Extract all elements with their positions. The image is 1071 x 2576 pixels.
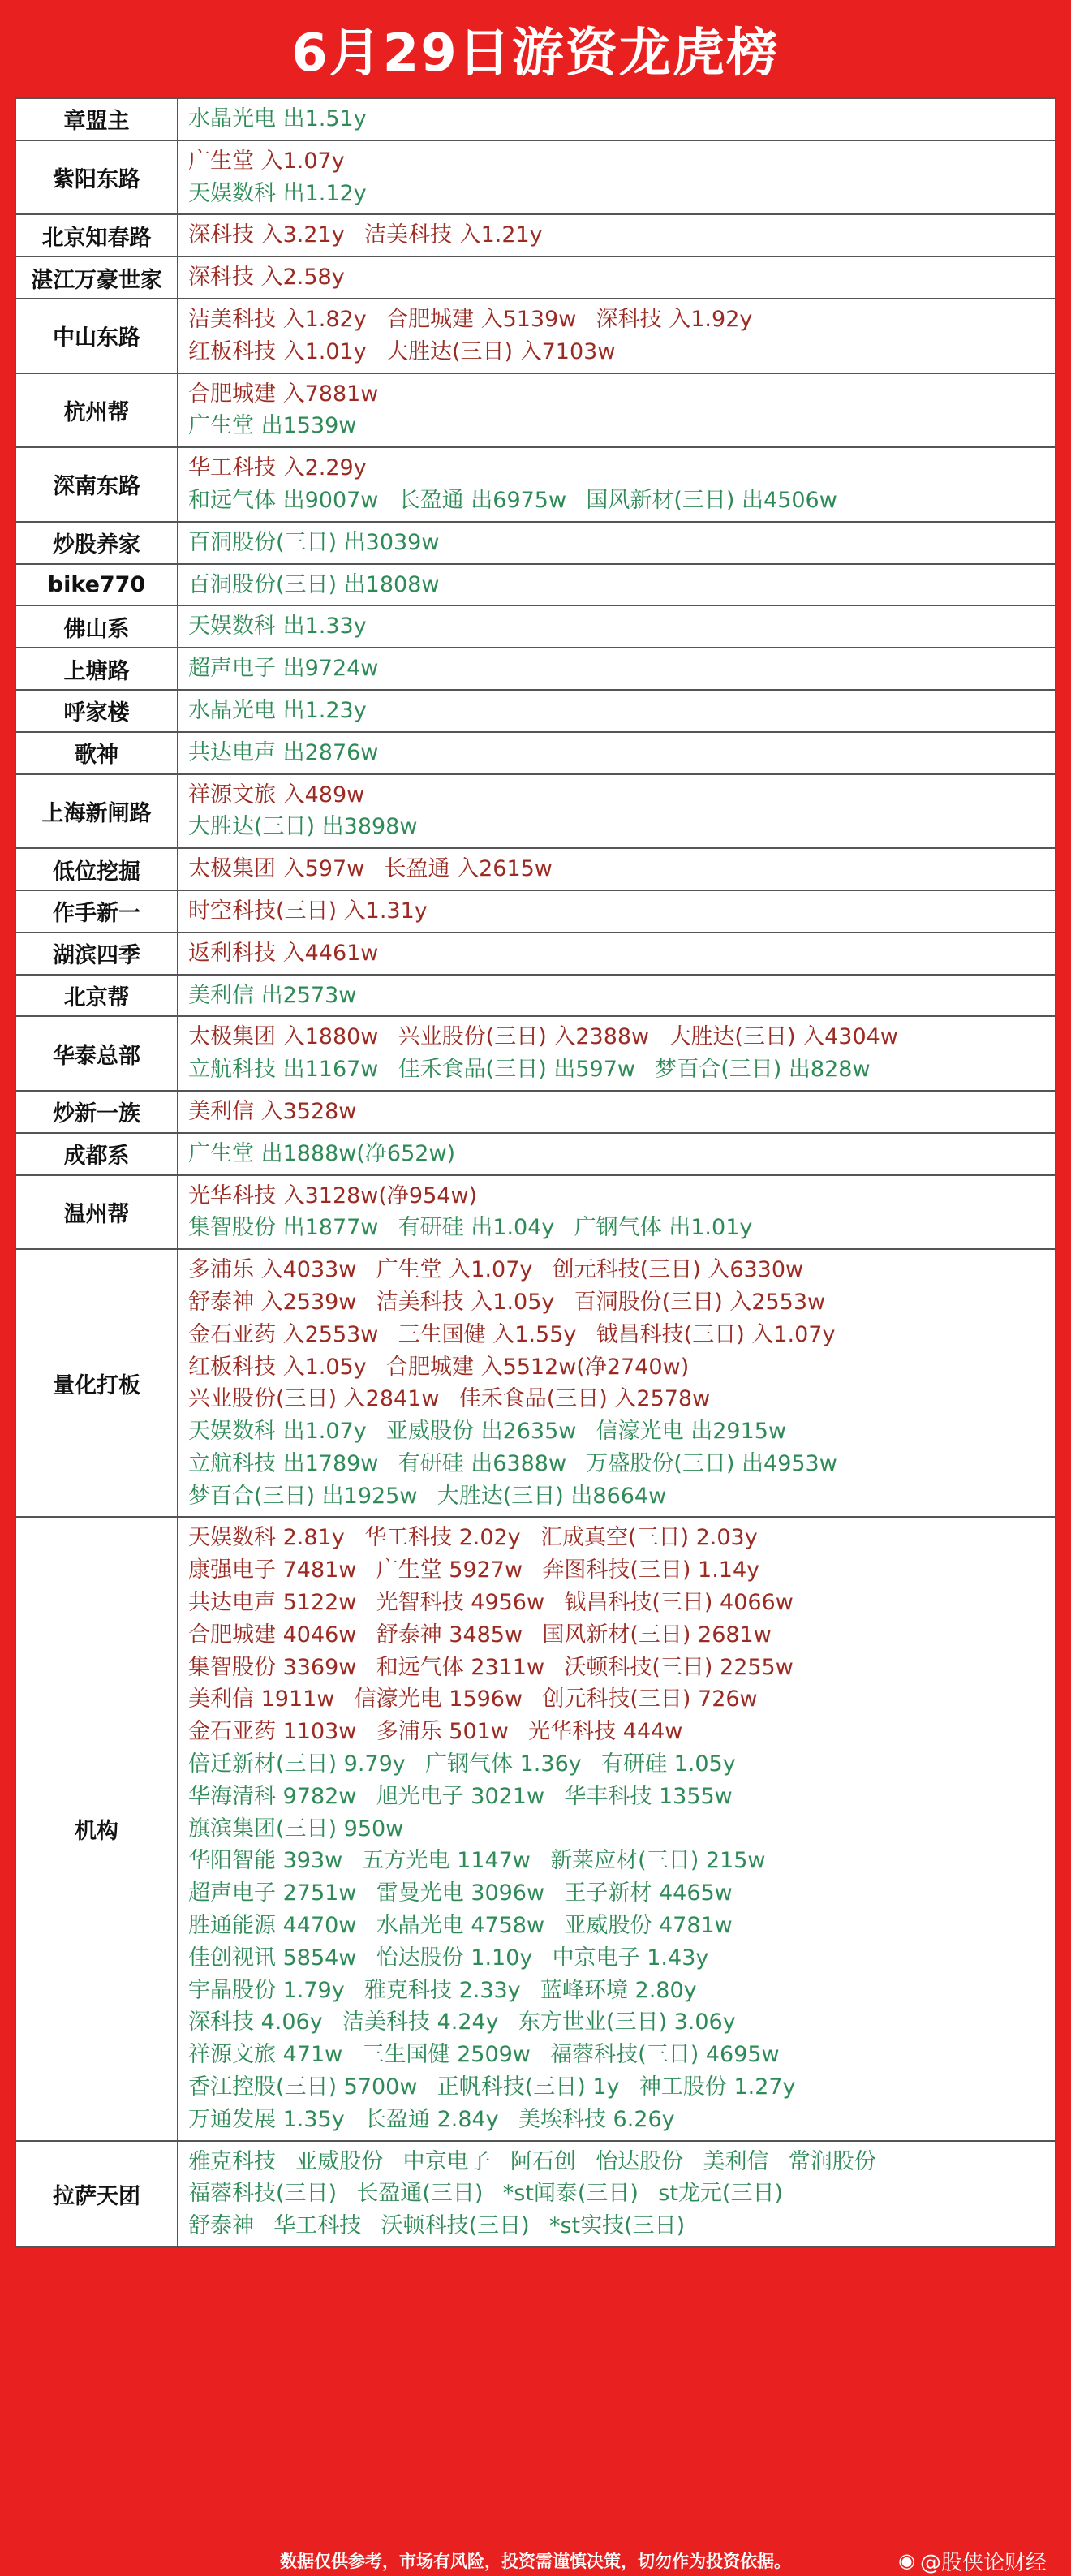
trader-name: 深南东路: [16, 448, 178, 521]
trade-sell: 百洞股份(三日) 出3039w: [188, 529, 440, 555]
trade-line: [188, 1480, 1055, 1513]
trade-sell: 大胜达(三日) 出8664w: [437, 1483, 667, 1509]
trade-line: [188, 304, 1055, 336]
trade-buy: 天娱数科 2.81y: [188, 1525, 345, 1551]
trade-buy: 百洞股份(三日) 入2553w: [574, 1289, 826, 1315]
table-row: [16, 215, 1055, 257]
trade-sell: 广钢气体 出1.01y: [574, 1215, 753, 1241]
trade-line: [188, 1683, 1055, 1716]
trade-sell: 天娱数科 出1.33y: [188, 614, 367, 640]
trade-line: [188, 1286, 1055, 1319]
ranking-table: [15, 97, 1056, 2248]
trade-sell: 旗滨集团(三日) 950w: [188, 1816, 404, 1842]
trade-sell: 美利信: [703, 2148, 769, 2174]
trader-name: 作手新一: [16, 891, 178, 932]
trade-line: [188, 1180, 1055, 1213]
trade-line: [188, 980, 1055, 1012]
trades-cell: [178, 1017, 1055, 1090]
trade-buy: 合肥城建 4046w: [188, 1622, 357, 1648]
page-title: 6月29日游资龙虎榜: [291, 24, 780, 84]
trades-cell: [178, 215, 1055, 256]
disclaimer: 数据仅供参考，市场有风险，投资需谨慎决策，切勿作为投资依据。: [280, 2552, 791, 2571]
trade-line: [188, 1716, 1055, 1748]
trade-sell: 美利信 出2573w: [188, 982, 357, 1008]
trades-cell: [178, 299, 1055, 373]
trade-buy: 广生堂 5927w: [376, 1557, 523, 1583]
trades-cell: [178, 648, 1055, 689]
trader-name: 歌神: [16, 733, 178, 773]
trade-sell: 祥源文旅 471w: [188, 2042, 343, 2068]
trade-line: [188, 1942, 1055, 1975]
trade-buy: 返利科技 入4461w: [188, 940, 379, 966]
trades-cell: [178, 733, 1055, 773]
trade-buy: 深科技 入2.58y: [188, 265, 345, 291]
table-row: [16, 257, 1055, 299]
trade-line: [188, 1448, 1055, 1480]
trade-line: [188, 779, 1055, 812]
trade-line: [188, 1021, 1055, 1053]
trade-sell: 福蓉科技(三日) 4695w: [550, 2042, 780, 2068]
trade-sell: 广钢气体 1.36y: [425, 1751, 582, 1777]
trade-buy: 多浦乐 501w: [376, 1719, 509, 1745]
trade-line: [188, 485, 1055, 517]
trade-line: [188, 2006, 1055, 2039]
trade-buy: 沃顿科技(三日) 2255w: [564, 1654, 794, 1680]
trade-line: [188, 378, 1055, 411]
trade-line: [188, 695, 1055, 727]
trade-buy: 信濠光电 1596w: [354, 1686, 523, 1712]
trade-line: [188, 811, 1055, 843]
trade-sell: 华丰科技 1355w: [564, 1783, 733, 1809]
trades-cell: [178, 99, 1055, 140]
trade-line: [188, 410, 1055, 442]
table-row: [16, 1017, 1055, 1092]
trade-line: [188, 2104, 1055, 2136]
trades-cell: [178, 849, 1055, 890]
trade-line: [188, 219, 1055, 252]
trades-cell: [178, 1176, 1055, 1249]
trades-cell: [178, 565, 1055, 605]
trade-buy: 美利信 入3528w: [188, 1098, 357, 1124]
trade-sell: *st闻泰(三日): [502, 2181, 639, 2207]
trader-name: 佛山系: [16, 606, 178, 647]
trade-buy: 洁美科技 入1.05y: [376, 1289, 555, 1315]
trader-name: 中山东路: [16, 299, 178, 373]
watermark: [898, 2547, 1047, 2574]
trade-buy: 洁美科技 入1.21y: [363, 222, 543, 248]
trade-line: [188, 1813, 1055, 1846]
trade-sell: 信濠光电 出2915w: [596, 1419, 787, 1445]
trader-name: 上塘路: [16, 648, 178, 689]
table-row: [16, 299, 1055, 374]
trade-line: [188, 653, 1055, 685]
trades-cell: [178, 2142, 1055, 2246]
trade-buy: 集智股份 3369w: [188, 1654, 357, 1680]
trade-sell: 华工科技: [273, 2213, 362, 2239]
trade-buy: 祥源文旅 入489w: [188, 782, 365, 808]
trade-sell: 神工股份 1.27y: [639, 2074, 796, 2100]
trade-sell: 水晶光电 4758w: [376, 1913, 545, 1939]
trade-buy: 舒泰神 入2539w: [188, 1289, 357, 1315]
trade-line: [188, 261, 1055, 294]
trade-buy: 合肥城建 入5512w(净2740w): [385, 1354, 690, 1380]
trade-line: [188, 336, 1055, 368]
trade-sell: 雅克科技: [188, 2148, 276, 2174]
trade-sell: 亚威股份 出2635w: [385, 1419, 577, 1445]
trader-name: 拉萨天团: [16, 2142, 178, 2246]
trade-sell: 雅克科技 2.33y: [363, 1977, 521, 2003]
trader-name: 呼家楼: [16, 691, 178, 731]
trader-name: 北京知春路: [16, 215, 178, 256]
trade-buy: 洁美科技 入1.82y: [188, 306, 367, 332]
trade-sell: 阿石创: [510, 2148, 576, 2174]
trade-sell: 东方世业(三日) 3.06y: [518, 2010, 736, 2035]
trade-buy: 共达电声 5122w: [188, 1590, 357, 1616]
trade-line: [188, 2178, 1055, 2210]
trade-buy: 广生堂 入1.07y: [188, 148, 345, 174]
table-row: [16, 976, 1055, 1018]
trade-line: [188, 569, 1055, 601]
trade-sell: 华海清科 9782w: [188, 1783, 357, 1809]
trade-line: [188, 1845, 1055, 1877]
trader-name: 北京帮: [16, 976, 178, 1016]
trade-sell: 长盈通(三日): [356, 2181, 484, 2207]
trade-sell: 美埃科技 6.26y: [518, 2106, 675, 2132]
trade-buy: 广生堂 入1.07y: [376, 1257, 533, 1283]
trade-line: [188, 895, 1055, 928]
trade-line: [188, 610, 1055, 643]
trades-cell: [178, 141, 1055, 214]
trade-sell: 三生国健 2509w: [362, 2042, 531, 2068]
trade-sell: 梦百合(三日) 出1925w: [188, 1483, 418, 1509]
trade-buy: 康强电子 7481w: [188, 1557, 357, 1583]
trade-sell: 旭光电子 3021w: [376, 1783, 545, 1809]
trade-sell: 舒泰神: [188, 2213, 254, 2239]
trade-buy: 金石亚药 入2553w: [188, 1321, 379, 1347]
trader-name: 上海新闸路: [16, 775, 178, 848]
trade-sell: 香江控股(三日) 5700w: [188, 2074, 418, 2100]
trader-name: bike770: [16, 565, 178, 605]
table-row: [16, 565, 1055, 607]
trade-line: [188, 1254, 1055, 1286]
trade-sell: 有研硅 1.05y: [601, 1751, 736, 1777]
trade-sell: 超声电子 出9724w: [188, 656, 379, 682]
table-row: [16, 648, 1055, 691]
trade-sell: 和远气体 出9007w: [188, 487, 379, 513]
trade-line: [188, 527, 1055, 559]
trade-buy: 合肥城建 入7881w: [188, 381, 379, 407]
trade-buy: 长盈通 入2615w: [384, 856, 553, 882]
trade-buy: 红板科技 入1.01y: [188, 338, 367, 364]
trade-line: [188, 1619, 1055, 1652]
trade-line: [188, 1415, 1055, 1448]
trades-cell: [178, 1250, 1055, 1516]
trade-buy: 光华科技 444w: [528, 1719, 683, 1745]
trade-sell: 有研硅 出1.04y: [398, 1215, 555, 1241]
trade-line: [188, 1877, 1055, 1910]
trade-sell: 中京电子 1.43y: [552, 1945, 709, 1971]
trade-sell: 福蓉科技(三日): [188, 2181, 338, 2207]
trade-buy: 国风新材(三日) 2681w: [542, 1622, 772, 1648]
trade-sell: 倍迁新材(三日) 9.79y: [188, 1751, 406, 1777]
trade-buy: 钺昌科技(三日) 4066w: [564, 1590, 794, 1616]
trade-buy: 红板科技 入1.05y: [188, 1354, 367, 1380]
trade-sell: 长盈通 2.84y: [363, 2106, 499, 2132]
trader-name: 湛江万豪世家: [16, 257, 178, 298]
trade-buy: 兴业股份(三日) 入2841w: [188, 1386, 440, 1412]
trade-sell: 广生堂 出1888w(净652w): [188, 1140, 456, 1166]
table-row: [16, 891, 1055, 933]
trade-sell: 五方光电 1147w: [362, 1848, 531, 1874]
table-row: [16, 606, 1055, 648]
trades-cell: [178, 775, 1055, 848]
trade-buy: 舒泰神 3485w: [376, 1622, 523, 1648]
trade-sell: 水晶光电 出1.51y: [188, 106, 367, 131]
table-row: [16, 691, 1055, 733]
table-row: [16, 1518, 1055, 2141]
trade-line: [188, 1053, 1055, 1086]
trade-buy: 多浦乐 入4033w: [188, 1257, 357, 1283]
trader-name: 炒股养家: [16, 523, 178, 563]
trades-cell: [178, 523, 1055, 563]
trade-line: [188, 1383, 1055, 1415]
trade-line: [188, 178, 1055, 210]
trades-cell: [178, 374, 1055, 447]
trade-line: [188, 2071, 1055, 2104]
trade-buy: 美利信 1911w: [188, 1686, 335, 1712]
trades-cell: [178, 933, 1055, 974]
trader-name: 湖滨四季: [16, 933, 178, 974]
trade-buy: 时空科技(三日) 入1.31y: [188, 898, 428, 924]
trade-line: [188, 1319, 1055, 1351]
trade-buy: 金石亚药 1103w: [188, 1719, 357, 1745]
trade-line: [188, 2146, 1055, 2178]
table-row: [16, 374, 1055, 449]
trades-cell: [178, 448, 1055, 521]
trade-line: [188, 853, 1055, 885]
trade-sell: 共达电声 出2876w: [188, 739, 379, 765]
trade-buy: 创元科技(三日) 入6330w: [552, 1257, 804, 1283]
trade-sell: 王子新材 4465w: [564, 1880, 733, 1906]
trade-sell: 洁美科技 4.24y: [342, 2010, 499, 2035]
trade-buy: 汇成真空(三日) 2.03y: [540, 1525, 758, 1551]
table-row: [16, 523, 1055, 565]
trade-sell: 天娱数科 出1.12y: [188, 180, 367, 206]
trade-line: [188, 1748, 1055, 1781]
trade-sell: 国风新材(三日) 出4506w: [586, 487, 837, 513]
trade-sell: 佳禾食品(三日) 出597w: [398, 1057, 635, 1083]
trade-buy: 深科技 入3.21y: [188, 222, 345, 248]
table-row: [16, 849, 1055, 891]
trade-sell: 大胜达(三日) 出3898w: [188, 814, 418, 840]
trade-sell: 梦百合(三日) 出828w: [655, 1057, 871, 1083]
table-row: [16, 2142, 1055, 2246]
trade-buy: 太极集团 入597w: [188, 856, 365, 882]
trades-cell: [178, 691, 1055, 731]
trade-line: [188, 1212, 1055, 1244]
watermark-text: @股侠论财经: [919, 2550, 1047, 2575]
trade-line: [188, 452, 1055, 485]
trades-cell: [178, 1518, 1055, 2139]
trade-sell: 有研硅 出6388w: [398, 1450, 567, 1476]
trade-buy: 和远气体 2311w: [376, 1654, 545, 1680]
trades-cell: [178, 976, 1055, 1016]
trade-sell: 广生堂 出1539w: [188, 413, 357, 439]
trades-cell: [178, 891, 1055, 932]
trade-sell: 万通发展 1.35y: [188, 2106, 345, 2132]
trade-line: [188, 1781, 1055, 1813]
trade-sell: 正帆科技(三日) 1y: [437, 2074, 620, 2100]
trade-sell: 集智股份 出1877w: [188, 1215, 379, 1241]
trade-sell: 新莱应材(三日) 215w: [550, 1848, 766, 1874]
trades-cell: [178, 606, 1055, 647]
trade-sell: 胜通能源 4470w: [188, 1913, 357, 1939]
trade-sell: 华阳智能 393w: [188, 1848, 343, 1874]
trade-buy: 创元科技(三日) 726w: [542, 1686, 758, 1712]
trade-sell: 怡达股份: [596, 2148, 684, 2174]
trade-sell: 立航科技 出1167w: [188, 1057, 379, 1083]
trader-name: 章盟主: [16, 99, 178, 140]
trade-sell: 雷曼光电 3096w: [376, 1880, 545, 1906]
trade-sell: 蓝峰环境 2.80y: [540, 1977, 697, 2003]
trade-sell: 长盈通 出6975w: [398, 487, 567, 513]
table-row: [16, 99, 1055, 141]
trade-buy: 光华科技 入3128w(净954w): [188, 1182, 478, 1208]
table-row: [16, 141, 1055, 216]
trade-buy: 佳禾食品(三日) 入2578w: [458, 1386, 711, 1412]
table-row: [16, 1176, 1055, 1251]
table-row: [16, 1092, 1055, 1134]
trader-name: 炒新一族: [16, 1092, 178, 1132]
trade-sell: 常润股份: [788, 2148, 876, 2174]
trade-sell: 水晶光电 出1.23y: [188, 697, 367, 723]
trade-sell: 亚威股份 4781w: [564, 1913, 733, 1939]
table-row: [16, 1250, 1055, 1518]
trader-name: 量化打板: [16, 1250, 178, 1516]
trade-buy: 奔图科技(三日) 1.14y: [542, 1557, 760, 1583]
trader-name: 成都系: [16, 1134, 178, 1174]
table-row: [16, 448, 1055, 523]
table-row: [16, 775, 1055, 850]
trade-line: [188, 1910, 1055, 1942]
trade-line: [188, 1096, 1055, 1128]
trade-buy: 大胜达(三日) 入4304w: [669, 1024, 898, 1050]
trade-sell: 百洞股份(三日) 出1808w: [188, 571, 440, 597]
trader-name: 低位挖掘: [16, 849, 178, 890]
trade-buy: 太极集团 入1880w: [188, 1024, 379, 1050]
trade-buy: 华工科技 2.02y: [363, 1525, 521, 1551]
trade-line: [188, 1351, 1055, 1384]
trade-line: [188, 145, 1055, 178]
trade-buy: 大胜达(三日) 入7103w: [385, 338, 616, 364]
trades-cell: [178, 1134, 1055, 1174]
trade-buy: 华工科技 入2.29y: [188, 455, 367, 481]
trade-line: [188, 1522, 1055, 1554]
trader-name: 华泰总部: [16, 1017, 178, 1090]
trade-sell: 中京电子: [402, 2148, 491, 2174]
trade-line: [188, 2210, 1055, 2242]
trade-sell: 万盛股份(三日) 出4953w: [586, 1450, 837, 1476]
trade-buy: 深科技 入1.92y: [596, 306, 753, 332]
trade-line: [188, 1587, 1055, 1619]
trade-sell: *st实技(三日): [548, 2213, 686, 2239]
trade-line: [188, 1138, 1055, 1170]
table-row: [16, 1134, 1055, 1176]
table-row: [16, 933, 1055, 976]
trade-sell: 天娱数科 出1.07y: [188, 1419, 367, 1445]
trade-line: [188, 1652, 1055, 1684]
trade-line: [188, 1975, 1055, 2007]
weibo-icon: ◉: [898, 2549, 915, 2572]
trade-sell: 沃顿科技(三日): [381, 2213, 530, 2239]
trade-line: [188, 103, 1055, 136]
trade-line: [188, 737, 1055, 769]
trade-line: [188, 2039, 1055, 2071]
trade-sell: 宇晶股份 1.79y: [188, 1977, 345, 2003]
trade-sell: 佳创视讯 5854w: [188, 1945, 357, 1971]
trades-cell: [178, 1092, 1055, 1132]
trade-buy: 三生国健 入1.55y: [398, 1321, 577, 1347]
trade-sell: st龙元(三日): [658, 2181, 784, 2207]
trade-line: [188, 937, 1055, 970]
trade-buy: 钺昌科技(三日) 入1.07y: [596, 1321, 836, 1347]
trade-sell: 超声电子 2751w: [188, 1880, 357, 1906]
trade-sell: 怡达股份 1.10y: [376, 1945, 533, 1971]
trade-sell: 亚威股份: [295, 2148, 384, 2174]
trade-sell: 立航科技 出1789w: [188, 1450, 379, 1476]
trade-buy: 合肥城建 入5139w: [385, 306, 577, 332]
trade-buy: 兴业股份(三日) 入2388w: [398, 1024, 650, 1050]
trader-name: 机构: [16, 1518, 178, 2139]
trader-name: 温州帮: [16, 1176, 178, 1249]
trade-buy: 光智科技 4956w: [376, 1590, 545, 1616]
trade-sell: 深科技 4.06y: [188, 2010, 323, 2035]
table-row: [16, 733, 1055, 775]
trader-name: 紫阳东路: [16, 141, 178, 214]
trades-cell: [178, 257, 1055, 298]
trader-name: 杭州帮: [16, 374, 178, 447]
trade-line: [188, 1554, 1055, 1587]
